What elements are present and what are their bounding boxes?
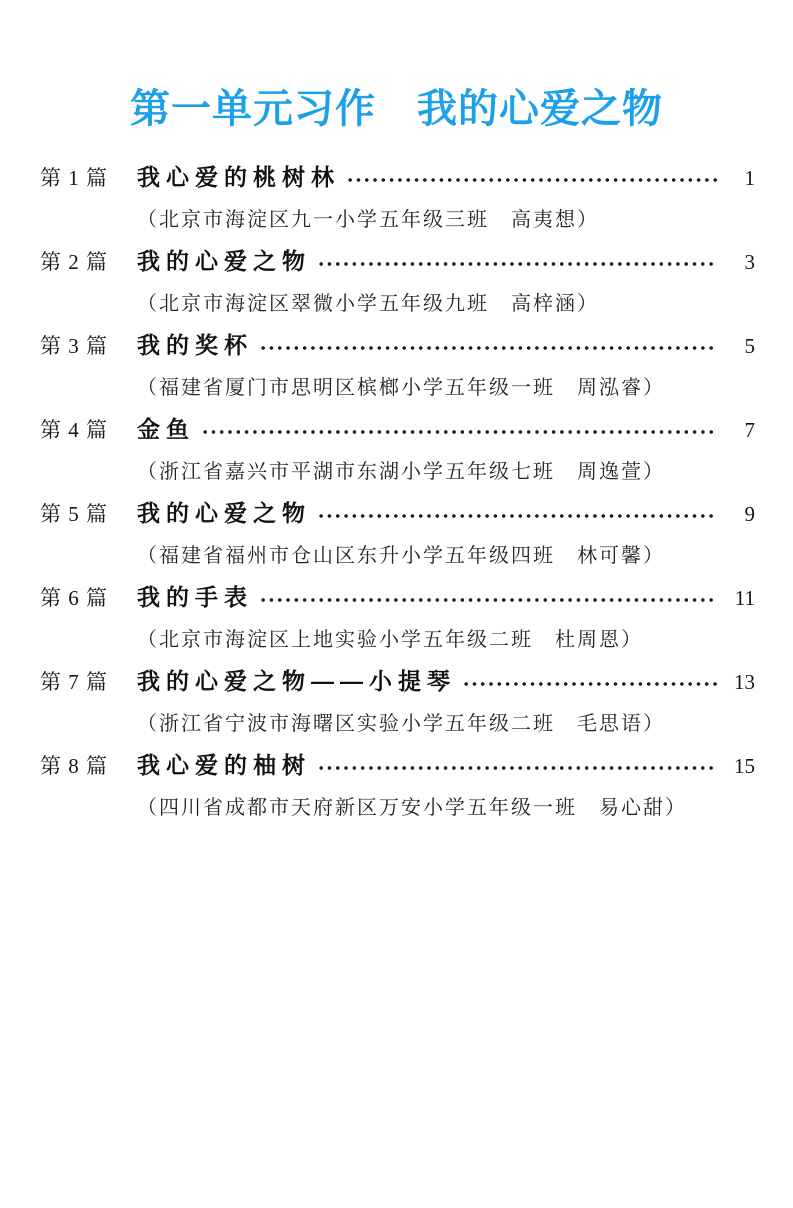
- dotted-leader: [315, 508, 717, 524]
- entry-byline: （福建省福州市仓山区东升小学五年级四班 林可馨）: [137, 545, 665, 567]
- entry-byline: （四川省成都市天府新区万安小学五年级一班 易心甜）: [137, 797, 687, 819]
- entry-title: 我的心爱之物——小提琴: [137, 668, 456, 694]
- toc-entry: [40, 666, 755, 737]
- entry-title: 我的心爱之物: [137, 500, 311, 526]
- entry-number-label: 第 6 篇: [40, 586, 108, 610]
- dotted-leader: [257, 340, 717, 356]
- entry-title: 我的心爱之物: [137, 248, 311, 274]
- toc-entry-row: [40, 246, 755, 277]
- entry-page-number: 5: [744, 334, 755, 358]
- document-page: [0, 86, 793, 1208]
- toc-entry: [40, 330, 755, 401]
- dotted-leader: [344, 172, 717, 188]
- entry-title: 金鱼: [137, 416, 195, 442]
- dotted-leader: [199, 424, 717, 440]
- entry-title: 我心爱的柚树: [137, 752, 311, 778]
- table-of-contents: [40, 162, 755, 821]
- toc-entry-row: [40, 750, 755, 781]
- entry-page-number: 1: [744, 166, 755, 190]
- entry-byline: （福建省厦门市思明区槟榔小学五年级一班 周泓睿）: [137, 377, 665, 399]
- entry-title: 我的奖杯: [137, 332, 253, 358]
- toc-entry: [40, 750, 755, 821]
- toc-entry-row: [40, 414, 755, 445]
- entry-number-label: 第 1 篇: [40, 166, 108, 190]
- dotted-leader: [257, 592, 717, 608]
- toc-entry: [40, 162, 755, 233]
- entry-byline: （浙江省嘉兴市平湖市东湖小学五年级七班 周逸萱）: [137, 461, 665, 483]
- entry-page-number: 13: [734, 670, 755, 694]
- toc-entry: [40, 246, 755, 317]
- entry-page-number: 15: [734, 754, 755, 778]
- toc-entry-row: [40, 498, 755, 529]
- entry-page-number: 11: [734, 586, 755, 610]
- toc-entry: [40, 414, 755, 485]
- entry-byline: （北京市海淀区翠微小学五年级九班 高梓涵）: [137, 293, 599, 315]
- entry-page-number: 3: [744, 250, 755, 274]
- entry-number-label: 第 3 篇: [40, 334, 108, 358]
- entry-title: 我心爱的桃树林: [137, 164, 340, 190]
- entry-number-label: 第 5 篇: [40, 502, 108, 526]
- entry-byline: （北京市海淀区上地实验小学五年级二班 杜周恩）: [137, 629, 643, 651]
- entry-number-label: 第 7 篇: [40, 670, 108, 694]
- toc-entry: [40, 498, 755, 569]
- entry-number-label: 第 2 篇: [40, 250, 108, 274]
- entry-page-number: 7: [744, 418, 755, 442]
- entry-byline: （浙江省宁波市海曙区实验小学五年级二班 毛思语）: [137, 713, 665, 735]
- toc-entry-row: [40, 666, 755, 697]
- toc-entry-row: [40, 162, 755, 193]
- dotted-leader: [460, 676, 717, 692]
- toc-entry-row: [40, 582, 755, 613]
- entry-title: 我的手表: [137, 584, 253, 610]
- toc-entry: [40, 582, 755, 653]
- page-title: 第一单元习作 我的心爱之物: [130, 87, 663, 131]
- dotted-leader: [315, 760, 717, 776]
- toc-entry-row: [40, 330, 755, 361]
- entry-number-label: 第 4 篇: [40, 418, 108, 442]
- entry-byline: （北京市海淀区九一小学五年级三班 高夷想）: [137, 209, 599, 231]
- entry-page-number: 9: [744, 502, 755, 526]
- entry-number-label: 第 8 篇: [40, 754, 108, 778]
- dotted-leader: [315, 256, 717, 272]
